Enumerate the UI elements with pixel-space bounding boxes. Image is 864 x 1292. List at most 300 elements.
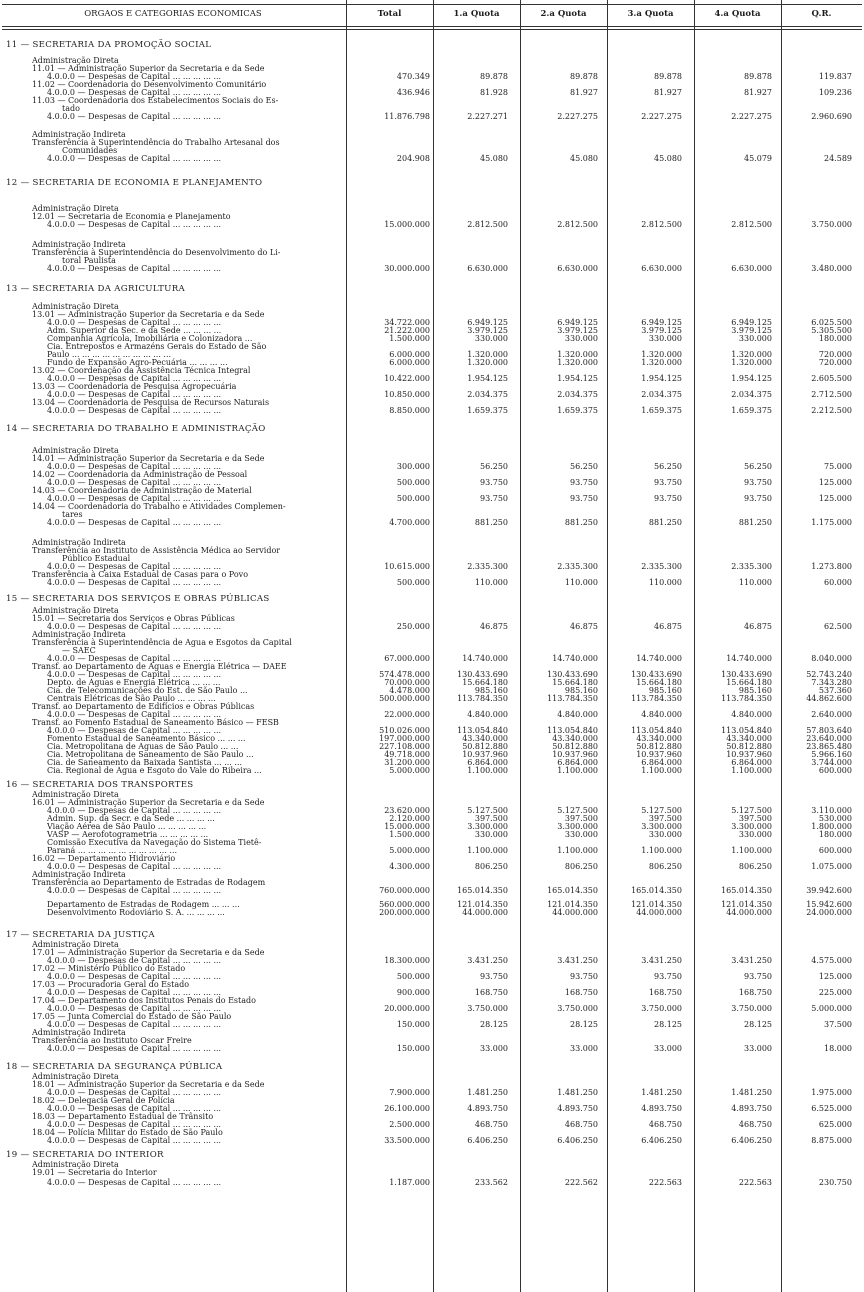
row-description: Cia. de Telecomunicações do Est. de São Paulo ... [47,686,248,695]
row-description: 14.03 — Coordenadoria de Administração de Material [32,486,252,495]
value-qr: 1.175.000 [811,518,852,527]
value-quota-1: 4.893.750 [467,1104,508,1113]
value-qr: 125.000 [818,478,852,487]
value-qr: 225.000 [818,988,852,997]
value-quota-4: 110.000 [738,578,772,587]
row-description: Administração Direta [32,1072,119,1081]
value-total: 15.000.000 [384,822,430,831]
value-quota-3: 165.014.350 [631,886,682,895]
value-quota-1: 15.664.180 [462,678,508,687]
value-quota-2: 28.125 [570,1020,598,1029]
value-total: 10.422.000 [384,374,430,383]
row-description: Transf. ao Departamento de Edifícios e Obras Públicas [32,702,255,711]
value-quota-4: 1.659.375 [731,406,772,415]
value-total: 1.500.000 [389,830,430,839]
value-quota-1: 93.750 [480,972,508,981]
row-description: 4.0.0.0 — Despesas de Capital ... ... ... ... ... [47,390,222,399]
value-quota-3: 806.250 [648,862,682,871]
section-heading: 19 — SECRETARIA DO INTERIOR [6,1150,164,1160]
row-description: 12.01 — Secretaria de Economia e Planejamento [32,212,231,221]
row-description: 4.0.0.0 — Despesas de Capital ... ... ... ... ... [47,886,222,895]
row-description: 4.0.0.0 — Despesas de Capital ... ... ... ... ... [47,622,222,631]
row-description: Fundo de Expansão Agro-Pecuária ... ... ... ... [47,358,228,367]
value-quota-3: 43.340.000 [636,734,682,743]
value-quota-2: 110.000 [564,578,598,587]
value-quota-4: 45.079 [744,154,772,163]
row-description: Administração Direta [32,790,119,799]
value-total: 4.700.000 [389,518,430,527]
value-quota-4: 14.740.000 [726,654,772,663]
value-quota-3: 330.000 [648,830,682,839]
value-quota-3: 1.320.000 [641,358,682,367]
value-qr: 6.025.500 [811,318,852,327]
value-quota-3: 113.054.840 [631,726,682,735]
row-description: 4.0.0.0 — Despesas de Capital ... ... ... ... ... [47,112,222,121]
value-quota-1: 3.431.250 [467,956,508,965]
value-quota-1: 121.014.350 [457,900,508,909]
row-description: 17.03 — Procuradoria Geral do Estado [32,980,190,989]
row-description: Transferência à Caixa Estadual de Casas para o Povo [32,570,249,579]
value-total: 500.000 [396,494,430,503]
row-description: Fomento Estadual de Saneamento Básico ... ... ... [47,734,246,743]
header-quota-1: 1.a Quota [453,9,500,19]
value-qr: 8.040.000 [811,654,852,663]
value-qr: 125.000 [818,972,852,981]
value-quota-4: 89.878 [744,72,772,81]
value-total: 1.187.000 [389,1178,430,1187]
value-quota-1: 113.784.350 [457,694,508,703]
row-description: 13.02 — Coordenação da Assistência Técnica Integral [32,366,251,375]
value-quota-3: 130.433.690 [631,670,682,679]
row-description: Transferência à Superintendência do Desenvolvimento do Li- [32,248,281,257]
value-total: 197.000.000 [379,734,430,743]
value-total: 67.000.000 [384,654,430,663]
row-description: 4.0.0.0 — Despesas de Capital ... ... ... ... ... [47,518,222,527]
value-quota-3: 28.125 [654,1020,682,1029]
value-qr: 5.966.160 [811,750,852,759]
row-description: 4.0.0.0 — Despesas de Capital ... ... ... ... ... [47,1004,222,1013]
value-quota-2: 6.864.000 [557,758,598,767]
value-quota-2: 1.320.000 [557,350,598,359]
row-description: Cia. Metropolitana de Saneamento de São Paulo ... [47,750,254,759]
value-total: 150.000 [396,1020,430,1029]
value-total: 6.000.000 [389,358,430,367]
row-description: Transferência à Superintendência do Trabalho Artesanal dos [32,138,280,147]
value-quota-3: 50.812.880 [636,742,682,751]
value-quota-1: 6.864.000 [467,758,508,767]
value-quota-2: 397.500 [564,814,598,823]
value-qr: 2.605.500 [811,374,852,383]
value-quota-1: 468.750 [474,1120,508,1129]
value-total: 500.000 [396,972,430,981]
row-description: 4.0.0.0 — Despesas de Capital ... ... ... ... ... [47,1104,222,1113]
value-quota-3: 5.127.500 [641,806,682,815]
header-quota-3: 3.a Quota [627,9,674,19]
value-quota-2: 330.000 [564,830,598,839]
value-quota-4: 93.750 [744,494,772,503]
value-quota-2: 3.431.250 [557,956,598,965]
row-description: 4.0.0.0 — Despesas de Capital ... ... ... ... ... [47,406,222,415]
row-description: Centrais Elétricas de São Paulo ... ... ... ... [47,694,216,703]
row-description: 16.01 — Administração Superior da Secretaria e da Sede [32,798,265,807]
value-quota-2: 121.014.350 [547,900,598,909]
value-qr: 24.589 [824,154,852,163]
row-description: 4.0.0.0 — Despesas de Capital ... ... ... ... ... [47,72,222,81]
row-description: Transferência à Superintendência de Água e Esgotos da Capital [32,638,292,647]
value-quota-2: 2.034.375 [557,390,598,399]
value-total: 2.500.000 [389,1120,430,1129]
row-description: 4.0.0.0 — Despesas de Capital ... ... ... ... ... [47,318,222,327]
value-qr: 125.000 [818,494,852,503]
value-quota-3: 4.893.750 [641,1104,682,1113]
value-quota-4: 121.014.350 [721,900,772,909]
value-quota-1: 806.250 [474,862,508,871]
value-qr: 5.000.000 [811,1004,852,1013]
value-quota-2: 3.979.125 [557,326,598,335]
value-quota-1: 2.335.300 [467,562,508,571]
row-description: 4.0.0.0 — Despesas de Capital ... ... ... ... ... [47,562,222,571]
value-total: 150.000 [396,1044,430,1053]
value-quota-2: 113.054.840 [547,726,598,735]
row-description: Cia. Metropolitana de Águas de São Paulo ... ... [47,742,239,751]
value-qr: 23.865.480 [806,742,852,751]
column-divider [520,0,521,1292]
value-total: 4.300.000 [389,862,430,871]
value-quota-4: 81.927 [744,88,772,97]
value-quota-2: 5.127.500 [557,806,598,815]
value-quota-3: 6.630.000 [641,264,682,273]
value-quota-2: 6.406.250 [557,1136,598,1145]
value-qr: 5.305.500 [811,326,852,335]
row-description: 4.0.0.0 — Despesas de Capital ... ... ... ... ... [47,220,222,229]
header-orgaos: ORGAOS E CATEGORIAS ECONOMICAS [84,9,262,19]
row-description: 18.03 — Departamento Estadual de Trânsito [32,1112,214,1121]
value-quota-4: 130.433.690 [721,670,772,679]
value-quota-3: 121.014.350 [631,900,682,909]
value-qr: 3.110.000 [811,806,852,815]
value-total: 15.000.000 [384,220,430,229]
value-quota-2: 1.659.375 [557,406,598,415]
value-quota-4: 4.840.000 [731,710,772,719]
value-quota-1: 233.562 [474,1178,508,1187]
row-description: 4.0.0.0 — Despesas de Capital ... ... ... ... ... [47,726,222,735]
row-description: Público Estadual [62,554,131,563]
section-heading: 15 — SECRETARIA DOS SERVIÇOS E OBRAS PÚBLICAS [6,594,270,604]
value-quota-3: 6.949.125 [641,318,682,327]
value-quota-1: 81.928 [480,88,508,97]
value-quota-3: 3.431.250 [641,956,682,965]
value-qr: 180.000 [818,830,852,839]
value-quota-4: 3.979.125 [731,326,772,335]
value-quota-3: 6.406.250 [641,1136,682,1145]
value-quota-4: 93.750 [744,972,772,981]
value-qr: 7.343.280 [811,678,852,687]
row-description: 4.0.0.0 — Despesas de Capital ... ... ... ... ... [47,1044,222,1053]
row-description: 4.0.0.0 — Despesas de Capital ... ... ... ... ... [47,1178,222,1187]
value-quota-2: 1.100.000 [557,766,598,775]
value-total: 22.000.000 [384,710,430,719]
value-quota-4: 50.812.880 [726,742,772,751]
value-quota-1: 6.406.250 [467,1136,508,1145]
row-description: Administração Direta [32,56,119,65]
value-qr: 60.000 [824,578,852,587]
value-quota-2: 4.893.750 [557,1104,598,1113]
value-quota-1: 165.014.350 [457,886,508,895]
value-quota-3: 985.160 [648,686,682,695]
row-description: Adm. Superior da Sec. e da Sede ... ... ... ... [47,326,222,335]
value-qr: 2.640.000 [811,710,852,719]
value-quota-1: 93.750 [480,494,508,503]
row-description: 4.0.0.0 — Despesas de Capital ... ... ... ... ... [47,988,222,997]
value-quota-4: 2.034.375 [731,390,772,399]
value-quota-1: 14.740.000 [462,654,508,663]
value-quota-4: 397.500 [738,814,772,823]
value-quota-1: 50.812.880 [462,742,508,751]
value-quota-2: 2.812.500 [557,220,598,229]
header-rule [2,26,862,27]
value-quota-2: 168.750 [564,988,598,997]
value-quota-4: 1.100.000 [731,766,772,775]
value-quota-4: 46.875 [744,622,772,631]
section-heading: 16 — SECRETARIA DOS TRANSPORTES [6,780,194,790]
value-qr: 109.236 [818,88,852,97]
row-description: 16.02 — Departamento Hidroviário [32,854,176,863]
value-quota-4: 33.000 [744,1044,772,1053]
value-quota-3: 3.750.000 [641,1004,682,1013]
value-qr: 8.875.000 [811,1136,852,1145]
value-quota-4: 15.664.180 [726,678,772,687]
value-total: 11.876.798 [384,112,430,121]
value-qr: 1.273.800 [811,562,852,571]
value-quota-2: 81.927 [570,88,598,97]
value-quota-4: 1.481.250 [731,1088,772,1097]
value-quota-4: 1.320.000 [731,358,772,367]
value-quota-4: 6.949.125 [731,318,772,327]
value-quota-1: 43.340.000 [462,734,508,743]
value-total: 33.500.000 [384,1136,430,1145]
value-quota-2: 45.080 [570,154,598,163]
value-total: 2.120.000 [389,814,430,823]
row-description: 4.0.0.0 — Despesas de Capital ... ... ... ... ... [47,972,222,981]
value-quota-2: 56.250 [570,462,598,471]
row-description: 4.0.0.0 — Despesas de Capital ... ... ... ... ... [47,670,222,679]
row-description: Administração Direta [32,606,119,615]
value-quota-3: 46.875 [654,622,682,631]
value-total: 30.000.000 [384,264,430,273]
value-total: 300.000 [396,462,430,471]
value-quota-1: 6.949.125 [467,318,508,327]
value-quota-1: 4.840.000 [467,710,508,719]
row-description: 17.02 — Ministério Público do Estado [32,964,186,973]
row-description: 17.01 — Administração Superior da Secretaria e da Sede [32,948,265,957]
value-quota-4: 168.750 [738,988,772,997]
value-quota-4: 10.937.960 [726,750,772,759]
row-description: tado [62,104,80,113]
value-quota-3: 1.320.000 [641,350,682,359]
row-description: Administração Indireta [32,240,126,249]
row-description: Depto. de Águas e Energia Elétrica ... ... ... [47,678,221,687]
row-description: 4.0.0.0 — Despesas de Capital ... ... ... ... ... [47,578,222,587]
value-quota-2: 130.433.690 [547,670,598,679]
value-quota-1: 2.034.375 [467,390,508,399]
value-quota-4: 4.893.750 [731,1104,772,1113]
value-quota-3: 330.000 [648,334,682,343]
row-description: 14.04 — Coordenadoria do Trabalho e Atividades Complemen- [32,502,286,511]
value-quota-1: 2.812.500 [467,220,508,229]
value-total: 900.000 [396,988,430,997]
value-total: 70.000.000 [384,678,430,687]
header-rule-double [2,29,862,30]
value-total: 200.000.000 [379,908,430,917]
row-description: 18.02 — Delegacia Geral de Polícia [32,1096,175,1105]
row-description: Administração Direta [32,204,119,213]
value-total: 760.000.000 [379,886,430,895]
value-quota-3: 2.227.275 [641,112,682,121]
value-quota-2: 330.000 [564,334,598,343]
row-description: Administração Direta [32,940,119,949]
section-heading: 14 — SECRETARIA DO TRABALHO E ADMINISTRAÇÃO [6,424,266,434]
value-total: 560.000.000 [379,900,430,909]
value-total: 18.300.000 [384,956,430,965]
value-total: 26.100.000 [384,1104,430,1113]
row-description: 4.0.0.0 — Despesas de Capital ... ... ... ... ... [47,806,222,815]
value-quota-1: 93.750 [480,478,508,487]
value-quota-4: 222.563 [738,1178,772,1187]
row-description: 4.0.0.0 — Despesas de Capital ... ... ... ... ... [47,154,222,163]
value-total: 7.900.000 [389,1088,430,1097]
row-description: 4.0.0.0 — Despesas de Capital ... ... ... ... ... [47,462,222,471]
row-description: — SAEC [62,646,96,655]
value-quota-1: 56.250 [480,462,508,471]
value-total: 510.026.000 [379,726,430,735]
value-total: 500.000 [396,478,430,487]
value-quota-1: 33.000 [480,1044,508,1053]
value-total: 20.000.000 [384,1004,430,1013]
value-quota-3: 10.937.960 [636,750,682,759]
row-description: tares [62,510,83,519]
row-description: Viação Aérea de São Paulo ... ... ... ... ... [47,822,207,831]
value-qr: 52.743.240 [806,670,852,679]
value-qr: 180.000 [818,334,852,343]
row-description: 17.04 — Departamento dos Institutos Penais do Estado [32,996,256,1005]
value-quota-2: 93.750 [570,478,598,487]
value-quota-3: 2.335.300 [641,562,682,571]
row-description: 4.0.0.0 — Despesas de Capital ... ... ... ... ... [47,956,222,965]
row-description: Cia. de Saneamento da Baixada Santista ... ... ... [47,758,243,767]
value-quota-4: 2.335.300 [731,562,772,571]
value-total: 1.500.000 [389,334,430,343]
value-quota-2: 93.750 [570,494,598,503]
value-quota-1: 3.750.000 [467,1004,508,1013]
value-total: 250.000 [396,622,430,631]
row-description: 11.02 — Coordenadoria do Desenvolvimento Comunitário [32,80,267,89]
row-description: 4.0.0.0 — Despesas de Capital ... ... ... ... ... [47,478,222,487]
row-description: Transferência ao Instituto Oscar Freire [32,1036,192,1045]
value-quota-3: 222.563 [648,1178,682,1187]
value-quota-4: 56.250 [744,462,772,471]
value-qr: 720.000 [818,358,852,367]
section-heading: 11 — SECRETARIA DA PROMOÇÃO SOCIAL [6,40,212,50]
value-quota-4: 43.340.000 [726,734,772,743]
value-quota-4: 28.125 [744,1020,772,1029]
value-quota-1: 110.000 [474,578,508,587]
column-divider [607,0,608,1292]
header-total: Total [377,9,402,19]
value-total: 500.000 [396,578,430,587]
value-total: 4.478.000 [389,686,430,695]
value-qr: 39.942.600 [806,886,852,895]
column-divider [433,0,434,1292]
value-quota-3: 93.750 [654,972,682,981]
value-quota-2: 3.300.000 [557,822,598,831]
row-description: Companhia Agrícola, Imobiliária e Colonizadora ... [47,334,253,343]
header-quota-2: 2.a Quota [540,9,587,19]
row-description: Transf. ao Departamento de Águas e Energia Elétrica — DAEE [32,662,287,671]
value-quota-2: 806.250 [564,862,598,871]
row-description: Desenvolvimento Rodoviário S. A. ... ... ... ... [47,908,225,917]
row-description: 15.01 — Secretaria dos Serviços e Obras Públicas [32,614,235,623]
value-quota-3: 44.000.000 [636,908,682,917]
value-quota-4: 881.250 [738,518,772,527]
value-quota-4: 1.100.000 [731,846,772,855]
row-description: 11.03 — Coordenadoria dos Estabelecimentos Sociais do Es- [32,96,279,105]
value-quota-2: 1.954.125 [557,374,598,383]
value-quota-2: 15.664.180 [552,678,598,687]
value-total: 5.000.000 [389,766,430,775]
value-quota-2: 43.340.000 [552,734,598,743]
section-heading: 13 — SECRETARIA DA AGRICULTURA [6,284,185,294]
value-quota-3: 397.500 [648,814,682,823]
value-qr: 23.640.000 [806,734,852,743]
value-qr: 119.837 [818,72,852,81]
value-qr: 37.500 [824,1020,852,1029]
value-quota-2: 46.875 [570,622,598,631]
value-quota-3: 113.784.350 [631,694,682,703]
value-quota-2: 6.630.000 [557,264,598,273]
value-quota-4: 3.300.000 [731,822,772,831]
value-quota-4: 3.750.000 [731,1004,772,1013]
value-qr: 230.750 [818,1178,852,1187]
value-quota-3: 89.878 [654,72,682,81]
row-description: 13.04 — Coordenadoria de Pesquisa de Recursos Naturais [32,398,270,407]
value-quota-4: 5.127.500 [731,806,772,815]
value-qr: 2.960.690 [811,112,852,121]
value-quota-3: 1.100.000 [641,846,682,855]
value-qr: 15.942.600 [806,900,852,909]
value-quota-1: 330.000 [474,334,508,343]
value-quota-4: 468.750 [738,1120,772,1129]
value-quota-1: 5.127.500 [467,806,508,815]
row-description: Admin. Sup. da Secr. e da Sede ... ... ... ... [47,814,215,823]
value-quota-4: 6.406.250 [731,1136,772,1145]
value-quota-4: 113.784.350 [721,694,772,703]
value-quota-3: 2.034.375 [641,390,682,399]
value-quota-1: 44.000.000 [462,908,508,917]
row-description: Administração Direta [32,446,119,455]
value-quota-1: 3.979.125 [467,326,508,335]
value-quota-1: 2.227.271 [467,112,508,121]
value-quota-1: 1.100.000 [467,766,508,775]
value-quota-1: 1.659.375 [467,406,508,415]
value-quota-3: 93.750 [654,494,682,503]
value-quota-1: 130.433.690 [457,670,508,679]
value-quota-4: 2.227.275 [731,112,772,121]
value-quota-1: 3.300.000 [467,822,508,831]
column-divider [781,0,782,1292]
column-divider [694,0,695,1292]
value-quota-3: 4.840.000 [641,710,682,719]
value-total: 204.908 [396,154,430,163]
